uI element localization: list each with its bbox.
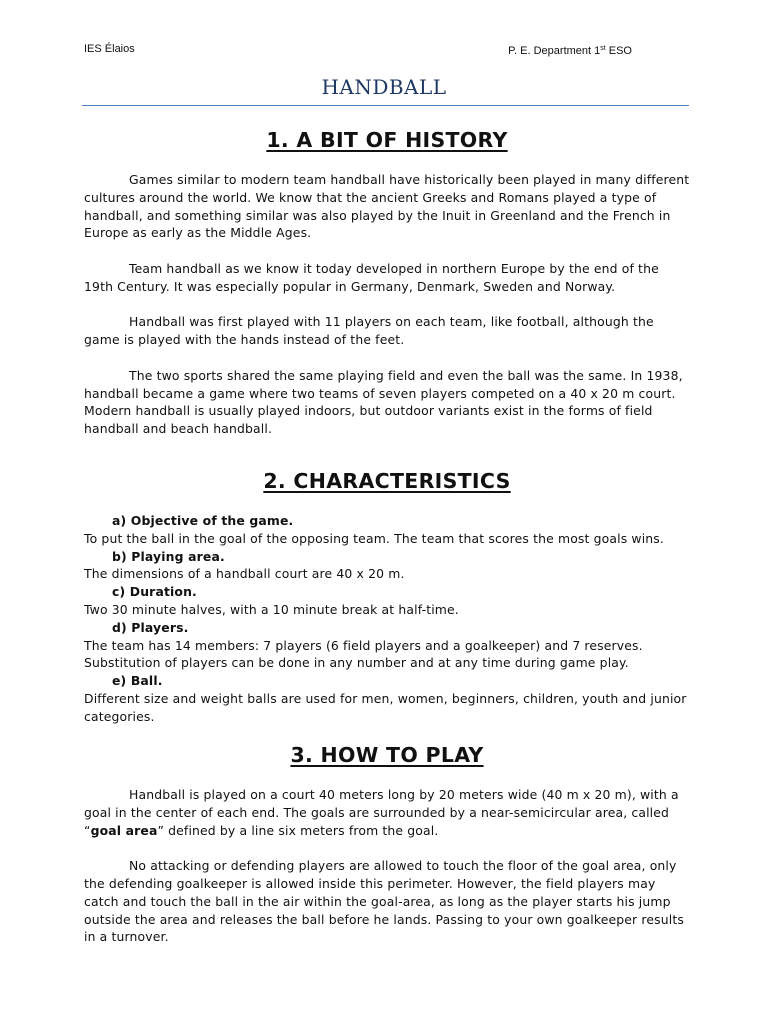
document-title: HANDBALL <box>321 75 447 99</box>
header-school: IES Élaios <box>84 43 135 55</box>
characteristic-label-playing-area: b) Playing area. <box>112 548 225 564</box>
characteristic-text-players: The team has 14 members: 7 players (6 field players and a goalkeeper) and 7 reserves. Substitution of players can be done in any number and at any time during game play. <box>84 637 643 671</box>
characteristic-text-ball: Different size and weight balls are used for men, women, beginners, children, youth and junior categories. <box>84 690 687 724</box>
section-history-heading: 1. A BIT OF HISTORY <box>266 128 508 152</box>
characteristic-label-players: d) Players. <box>112 619 189 635</box>
header-department-sup: st <box>600 45 606 52</box>
section-how-to-play-heading: 3. HOW TO PLAY <box>290 743 484 767</box>
header-department-text: P. E. Department 1 <box>508 45 601 57</box>
section-characteristics-body <box>84 512 690 726</box>
header-department <box>508 42 632 58</box>
section-history-body <box>84 171 690 438</box>
how-to-play-p1-start: Handball is played on a court 40 meters long by 20 meters wide (40 m x 20 m), with a goal in the center of each end. The goals are surrounded by a near-semicircular area, called “ <box>84 787 679 838</box>
history-paragraph-4: The two sports shared the same playing field and even the ball was the same. In 1938, handball became a game where two teams of seven players competed on a 40 x 20 m court. Modern handball is usually played indoors, but outdoor variants exist in the forms of field handball and beach handball. <box>84 367 683 437</box>
section-characteristics-heading: 2. CHARACTERISTICS <box>263 469 511 493</box>
title-underline-rule <box>82 105 689 106</box>
characteristic-text-objective: To put the ball in the goal of the opposing team. The team that scores the most goals wins. <box>84 530 664 546</box>
characteristic-label-ball: e) Ball. <box>112 673 163 689</box>
goal-area-term: goal area <box>90 822 158 838</box>
history-paragraph-2: Team handball as we know it today developed in northern Europe by the end of the 19th Century. It was especially popular in Germany, Denmark, Sweden and Norway. <box>84 260 659 294</box>
how-to-play-p1-end: ” defined by a line six meters from the goal. <box>157 822 439 838</box>
characteristic-text-duration: Two 30 minute halves, with a 10 minute break at half-time. <box>84 601 459 617</box>
characteristic-label-objective: a) Objective of the game. <box>112 513 294 528</box>
characteristic-text-playing-area: The dimensions of a handball court are 40 x 20 m. <box>84 566 405 582</box>
history-paragraph-3: Handball was first played with 11 players on each team, like football, although the game is played with the hands instead of the feet. <box>84 314 654 348</box>
header-department-suffix: ESO <box>605 45 632 57</box>
history-paragraph-1: Games similar to modern team handball have historically been played in many different cultures around the world. We know that the ancient Greeks and Romans played a type of handball, and something similar was also played by the Inuit in Greenland and the French in Europe as early as the Middle Ages. <box>84 172 690 241</box>
how-to-play-paragraph-2: No attacking or defending players are allowed to touch the floor of the goal area, only the defending goalkeeper is allowed inside this perimeter. However, the field players may catch and touch the ball in the air within the goal-area, as long as the player starts his jump outside the area and releases the ball before he lands. Passing to your own goalkeeper results in a turnover. <box>84 858 684 945</box>
characteristic-label-duration: c) Duration. <box>112 584 197 600</box>
how-to-play-paragraph-1 <box>84 786 690 839</box>
section-how-to-play-body <box>84 786 690 946</box>
